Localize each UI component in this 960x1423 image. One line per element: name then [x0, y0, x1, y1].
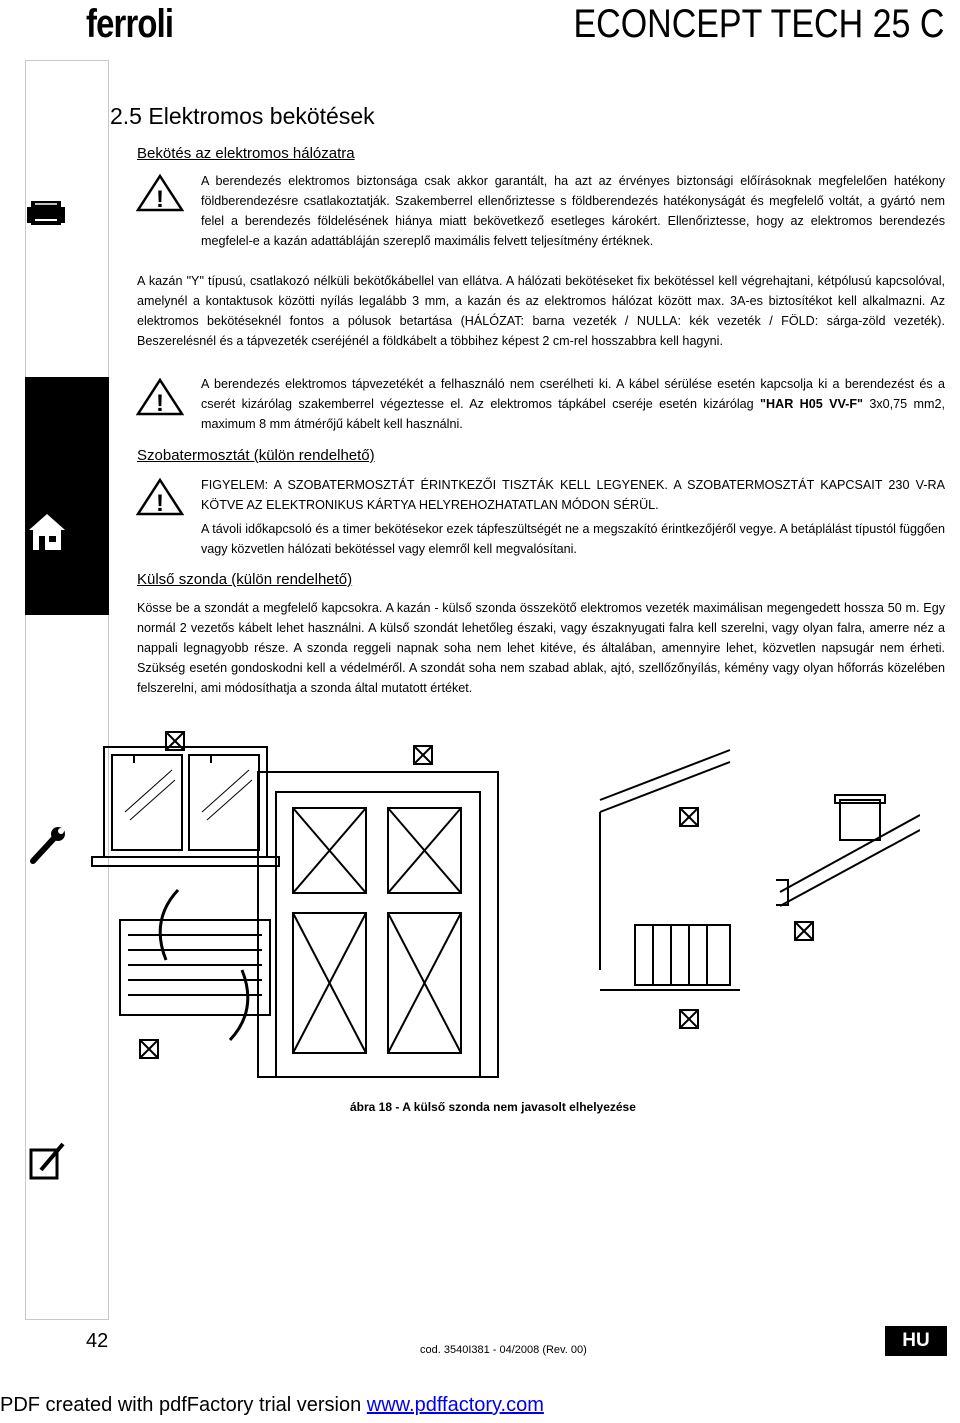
- brand-logo: ferroli: [86, 2, 174, 46]
- armchair-icon: [25, 195, 71, 229]
- model-title: ECONCEPT TECH 25 C: [573, 2, 944, 46]
- pdf-footer: [0, 1394, 544, 1417]
- section-title: 2.5 Elektromos bekötések: [110, 103, 375, 129]
- vent-grille-drawing: [120, 890, 270, 1040]
- door-drawing: [258, 772, 498, 1077]
- language-badge: HU: [885, 1326, 947, 1356]
- subheading-power-connection: Bekötés az elektromos hálózatra: [137, 145, 355, 162]
- roof-chimney-drawing: [776, 795, 920, 906]
- subheading-outdoor-sensor: Külső szonda (külön rendelhető): [137, 571, 353, 588]
- window-drawing: [92, 747, 279, 866]
- notepad-pencil-icon: [27, 1140, 67, 1182]
- balcony-drawing: [600, 750, 740, 990]
- warning-icon: [136, 478, 184, 516]
- pdffactory-link[interactable]: www.pdffactory.com: [366, 1394, 544, 1416]
- document-code: cod. 3540I381 - 04/2008 (Rev. 00): [420, 1344, 587, 1356]
- house-icon: [25, 510, 71, 552]
- warning-icon: [136, 174, 184, 212]
- sidebar: [25, 60, 109, 1320]
- warning-icon: [136, 378, 184, 416]
- figure-caption: ábra 18 - A külső szonda nem javasolt elhelyezése: [350, 1100, 636, 1114]
- figure-sensor-placement: [80, 720, 920, 1090]
- warning-text-thermostat: FIGYELEM: A SZOBATERMOSZTÁT ÉRINTKEZŐI TISZTÁK KELL LEGYENEK. A SZOBATERMOSZTÁT KAPCSAIT 230 V-RA KÖTVE AZ ELEKTRONIKUS KÁRTYA HELYREHOZHATATLAN MÓDON SÉRÜL.: [201, 478, 945, 512]
- warning-text-grounding: A berendezés elektromos biztonsága csak akkor garantált, ha azt az érvényes biztonsági előírásoknak megfelelően hatékony földberendezésre csatlakoztatják. Szakemberrel ellenőriztesse s földberendezés hatékonyságát és megfelelő voltát, a gyártó nem felel a berendezés földelésének hiánya miatt bekövetkező esetleges károkért. Ellenőriztesse, hogy az elektromos berendezés megfelel-e a kazán adattábláján szereplő maximális felvett teljesítmény értéknek.: [201, 174, 945, 248]
- paragraph-outdoor-sensor: Kösse be a szondát a megfelelő kapcsokra. A kazán - külső szonda összekötő elektromos vezeték maximálisan megengedett hossza 50 m. Egy normál 2 vezetős kábelt lehet használni. A külső szondát lehetőleg északi, vagy északnyugati falra kell szerelni, vagy olyan falra, amerre néz a nappali legnagyobb része. A szonda reggeli napnak soha nem lehet kitéve, és általában, amennyire lehet, közvetlen napsugár nem érheti. Szükség esetén gondoskodni kell a védelméről. A szondát soha nem szabad ablak, ajtó, szellőzőnyílás, kémény vagy olyan hőforrás közelében felszerelni, ami módosíthatja a szonda által mutatott értéket.: [137, 601, 945, 695]
- paragraph-timer: A távoli időkapcsoló és a timer bekötésekor ezek tápfeszültségét ne a megszakító érintkezőjéről vegye. A betáplálást típustól függően vagy közvetlen hálózati bekötéssel vagy elemről kell megvalósítani.: [201, 522, 945, 556]
- sidebar-active-tab: [25, 377, 109, 615]
- pdf-footer-text: PDF created with pdfFactory trial version: [0, 1394, 367, 1416]
- wrench-icon: [27, 825, 67, 867]
- svg-text:!: !: [156, 390, 164, 416]
- subheading-room-thermostat: Szobatermosztát (külön rendelhető): [137, 447, 375, 464]
- svg-text:!: !: [156, 186, 164, 212]
- warning-text-power-cable: A berendezés elektromos tápvezetékét a felhasználó nem cserélheti ki. A kábel sérülése esetén kapcsolja ki a berendezést és a cserét kizárólag szakemberrel végeztesse el. Az elektromos tápkábel cseréje esetén kizárólag "HAR H05 VV-F" 3x0,75 mm2, maximum 8 mm átmérőjű kábelt kell használni.: [201, 377, 946, 431]
- paragraph-cable-connection: A kazán "Y" típusú, csatlakozó nélküli bekötőkábellel van ellátva. A hálózati bekötéseket fix bekötéssel kell végrehajtani, kétpólusú kapcsolóval, amelynél a kontaktusok közötti nyílás legalább 3 mm, a kazán és az elektromos hálózat között max. 3A-es biztosítékot kell alkalmazni. Az elektromos bekötéseknél fontos a pólusok betartása (HÁLÓZAT: barna vezeték / NULLA: kék vezeték / FÖLD: sárga-zöld vezeték). Beszerelésnél és a tápvezeték cseréjénél a földkábelt a többihez képest 2 cm-rel hosszabbra kell hagyni.: [137, 274, 945, 348]
- svg-text:!: !: [156, 490, 164, 516]
- page-number: 42: [86, 1330, 109, 1352]
